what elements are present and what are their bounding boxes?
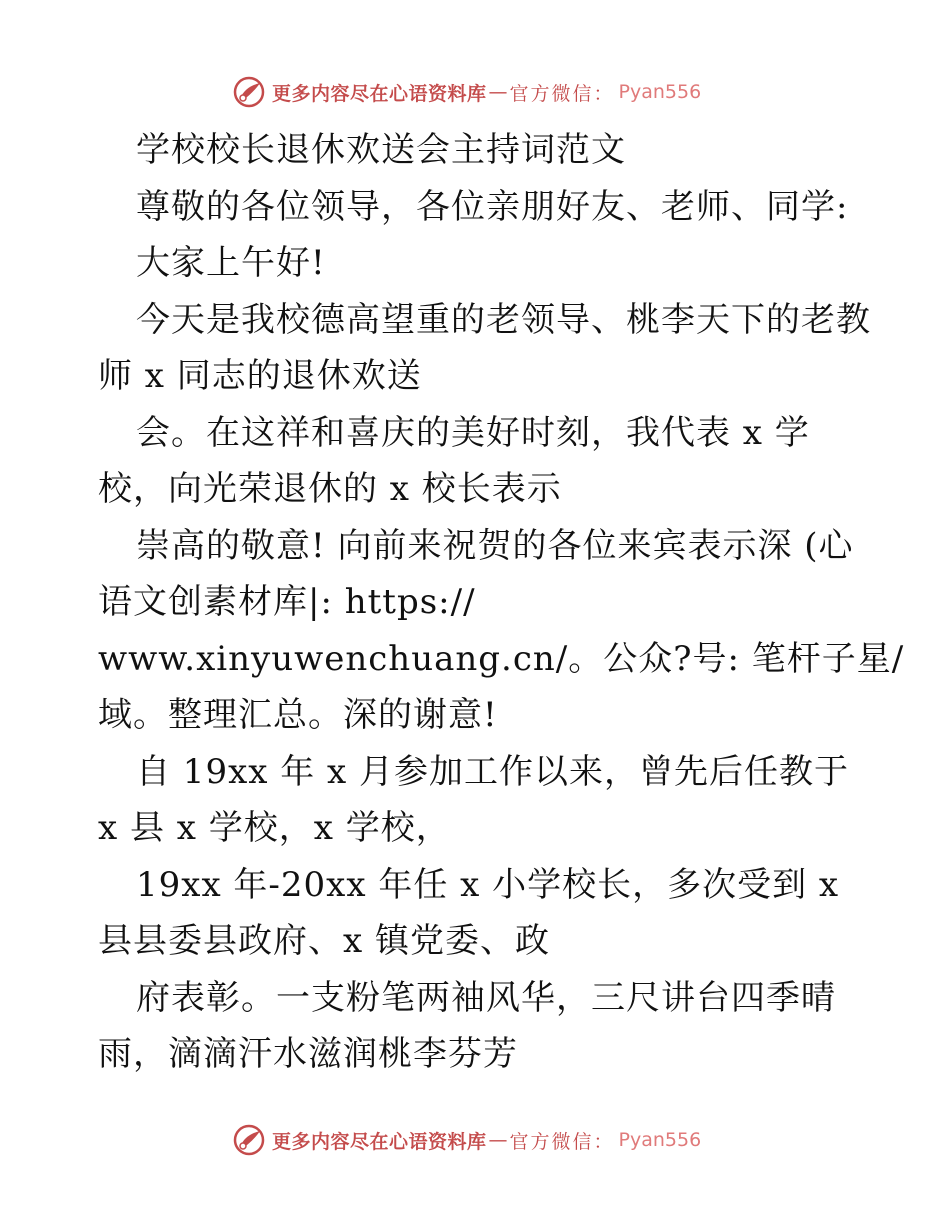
text-line: 校，向光荣退休的 x 校长表示 xyxy=(98,469,562,509)
text-line: 师 x 同志的退休欢送 xyxy=(98,356,422,396)
watermark-id: Pyan556 xyxy=(618,81,702,103)
brush-logo-icon xyxy=(232,75,266,109)
text-line: 会。在这祥和喜庆的美好时刻，我代表 x 学 xyxy=(136,412,810,453)
watermark-text: 更多内容尽在心语资料库 xyxy=(272,82,487,105)
brush-logo-icon xyxy=(232,1123,266,1157)
text-line: www.xinyuwenchuang.cn/。公众?号: 笔杆子星/ xyxy=(98,638,905,679)
text-line: 崇高的敬意! 向前来祝贺的各位来宾表示深 (心 xyxy=(136,525,854,566)
watermark-official: 官方微信： xyxy=(509,82,615,105)
header-watermark xyxy=(232,72,701,112)
watermark-text: 更多内容尽在心语资料库 xyxy=(272,1130,487,1153)
document-title: 学校校长退休欢送会主持词范文 xyxy=(136,130,626,170)
text-line: 府表彰。一支粉笔两袖风华，三尺讲台四季晴 xyxy=(136,977,836,1018)
text-line: x 县 x 学校，x 学校， xyxy=(98,808,451,848)
footer-watermark xyxy=(232,1120,701,1160)
text-line: 雨，滴滴汗水滋润桃李芬芳 xyxy=(98,1034,518,1074)
text-line: 19xx 年-20xx 年任 x 小学校长，多次受到 x xyxy=(136,864,840,905)
text-line: 语文创素材库|: https:// xyxy=(98,582,476,622)
text-line: 域。整理汇总。深的谢意! xyxy=(98,695,498,735)
watermark-id: Pyan556 xyxy=(618,1129,702,1151)
text-line: 尊敬的各位领导，各位亲朋好友、老师、同学: xyxy=(136,186,849,227)
text-line: 今天是我校德高望重的老领导、桃李天下的老教 xyxy=(136,299,871,340)
watermark-official: 官方微信： xyxy=(509,1130,615,1153)
text-line: 自 19xx 年 x 月参加工作以来，曾先后任教于 xyxy=(136,751,850,792)
text-line: 县县委县政府、x 镇党委、政 xyxy=(98,921,550,961)
document-body xyxy=(98,122,905,1083)
watermark-dash: — xyxy=(488,1129,508,1151)
watermark-dash: — xyxy=(488,81,508,103)
text-line: 大家上午好! xyxy=(136,243,326,283)
